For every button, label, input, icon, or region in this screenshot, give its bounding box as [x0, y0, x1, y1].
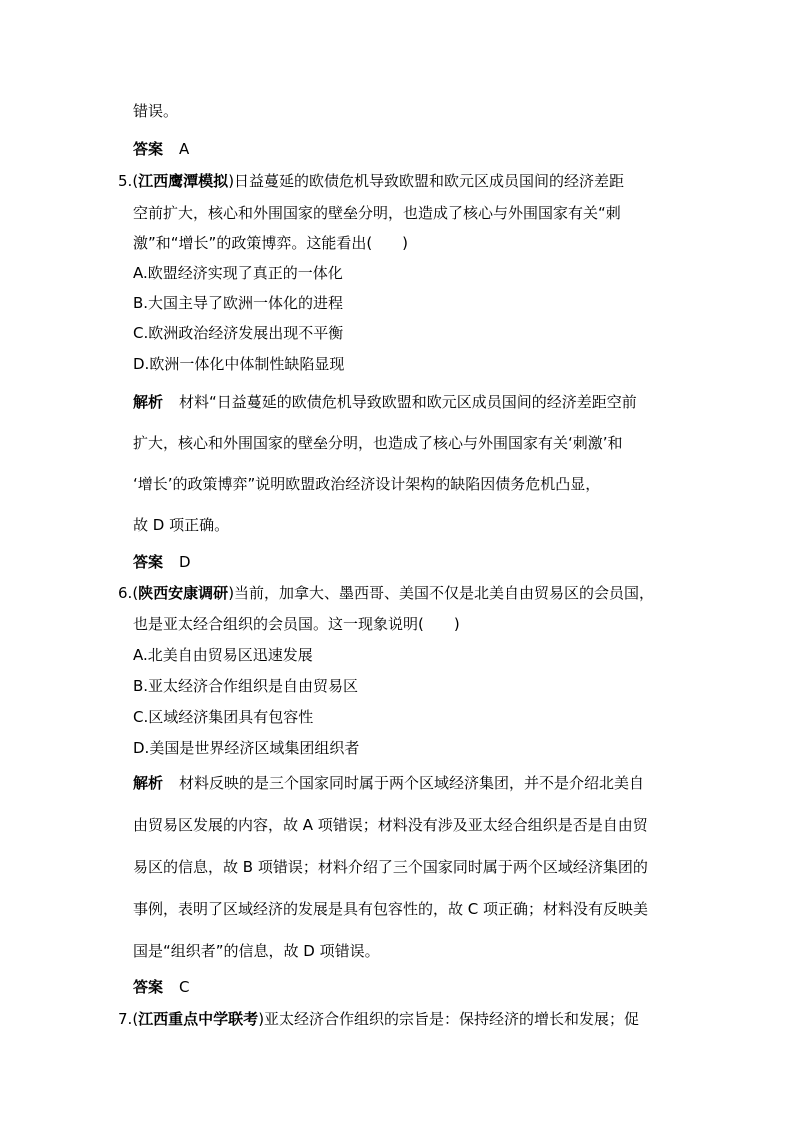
analysis-line: 扩大，核心和外围国家的壁垒分明，也造成了核心与外围国家有关‘刺激’和 — [133, 434, 623, 452]
answer-label: 答案 — [133, 978, 164, 996]
option-a: A.欧盟经济实现了真正的一体化 — [133, 264, 343, 282]
question-number: 7. — [118, 1010, 133, 1028]
option-a: A.北美自由贸易区迅速发展 — [133, 646, 313, 664]
option-b: B.亚太经济合作组织是自由贸易区 — [133, 677, 359, 695]
question-5-stem-line-3: 激”和“增长”的政策博弈。这能看出( ) — [133, 234, 409, 252]
option-d: D.美国是世界经济区域集团组织者 — [133, 739, 360, 757]
continuation-text: 错误。 — [133, 102, 179, 120]
analysis-line: 国是“组织者”的信息，故 D 项错误。 — [133, 942, 380, 960]
question-5-stem-line-2: 空前扩大，核心和外围国家的壁垒分明，也造成了核心与外围国家有关“刺 — [133, 204, 621, 222]
answer-value: C — [179, 978, 190, 996]
option-b: B.大国主导了欧洲一体化的进程 — [133, 294, 344, 312]
analysis-label: 解析 — [133, 393, 164, 411]
answer-value: D — [179, 553, 191, 571]
answer-label: 答案 — [133, 553, 164, 571]
analysis-line: ‘增长’的政策博弈”说明欧盟政治经济设计架构的缺陷因债务危机凸显， — [133, 475, 601, 493]
question-5-stem-line-1: 5.(江西鹰潭模拟)日益蔓延的欧债危机导致欧盟和欧元区成员国间的经济差距 — [118, 172, 625, 190]
answer-line — [133, 977, 190, 997]
analysis-line: 事例，表明了区域经济的发展是具有包容性的，故 C 项正确；材料没有反映美 — [133, 900, 649, 918]
question-source: 陕西安康调研 — [138, 584, 229, 602]
analysis-line: 故 D 项正确。 — [133, 516, 230, 534]
question-7-stem-line-1: 7.(江西重点中学联考)亚太经济合作组织的宗旨是：保持经济的增长和发展；促 — [118, 1010, 640, 1028]
question-source: 江西鹰潭模拟 — [138, 172, 229, 190]
answer-line — [133, 552, 191, 572]
analysis-line: 解析 材料反映的是三个国家同时属于两个区域经济集团，并不是介绍北美自 — [133, 774, 645, 792]
question-number: 5. — [118, 172, 133, 190]
option-d: D.欧洲一体化中体制性缺陷显现 — [133, 355, 345, 373]
answer-label: 答案 — [133, 140, 164, 158]
question-source: 江西重点中学联考 — [138, 1010, 259, 1028]
analysis-line: 解析 材料“日益蔓延的欧债危机导致欧盟和欧元区成员国间的经济差距空前 — [133, 393, 637, 411]
question-number: 6. — [118, 584, 133, 602]
answer-value: A — [179, 140, 190, 158]
analysis-label: 解析 — [133, 774, 164, 792]
option-c: C.欧洲政治经济发展出现不平衡 — [133, 324, 344, 342]
option-c: C.区域经济集团具有包容性 — [133, 708, 314, 726]
question-6-stem-line-1: 6.(陕西安康调研)当前，加拿大、墨西哥、美国不仅是北美自由贸易区的会员国， — [118, 584, 655, 602]
question-6-stem-line-2: 也是亚太经合组织的会员国。这一现象说明( ) — [133, 615, 460, 633]
analysis-line: 由贸易区发展的内容，故 A 项错误；材料没有涉及亚太经合组织是否是自由贸 — [133, 816, 648, 834]
answer-line — [133, 139, 189, 159]
analysis-line: 易区的信息，故 B 项错误；材料介绍了三个国家同时属于两个区域经济集团的 — [133, 858, 648, 876]
